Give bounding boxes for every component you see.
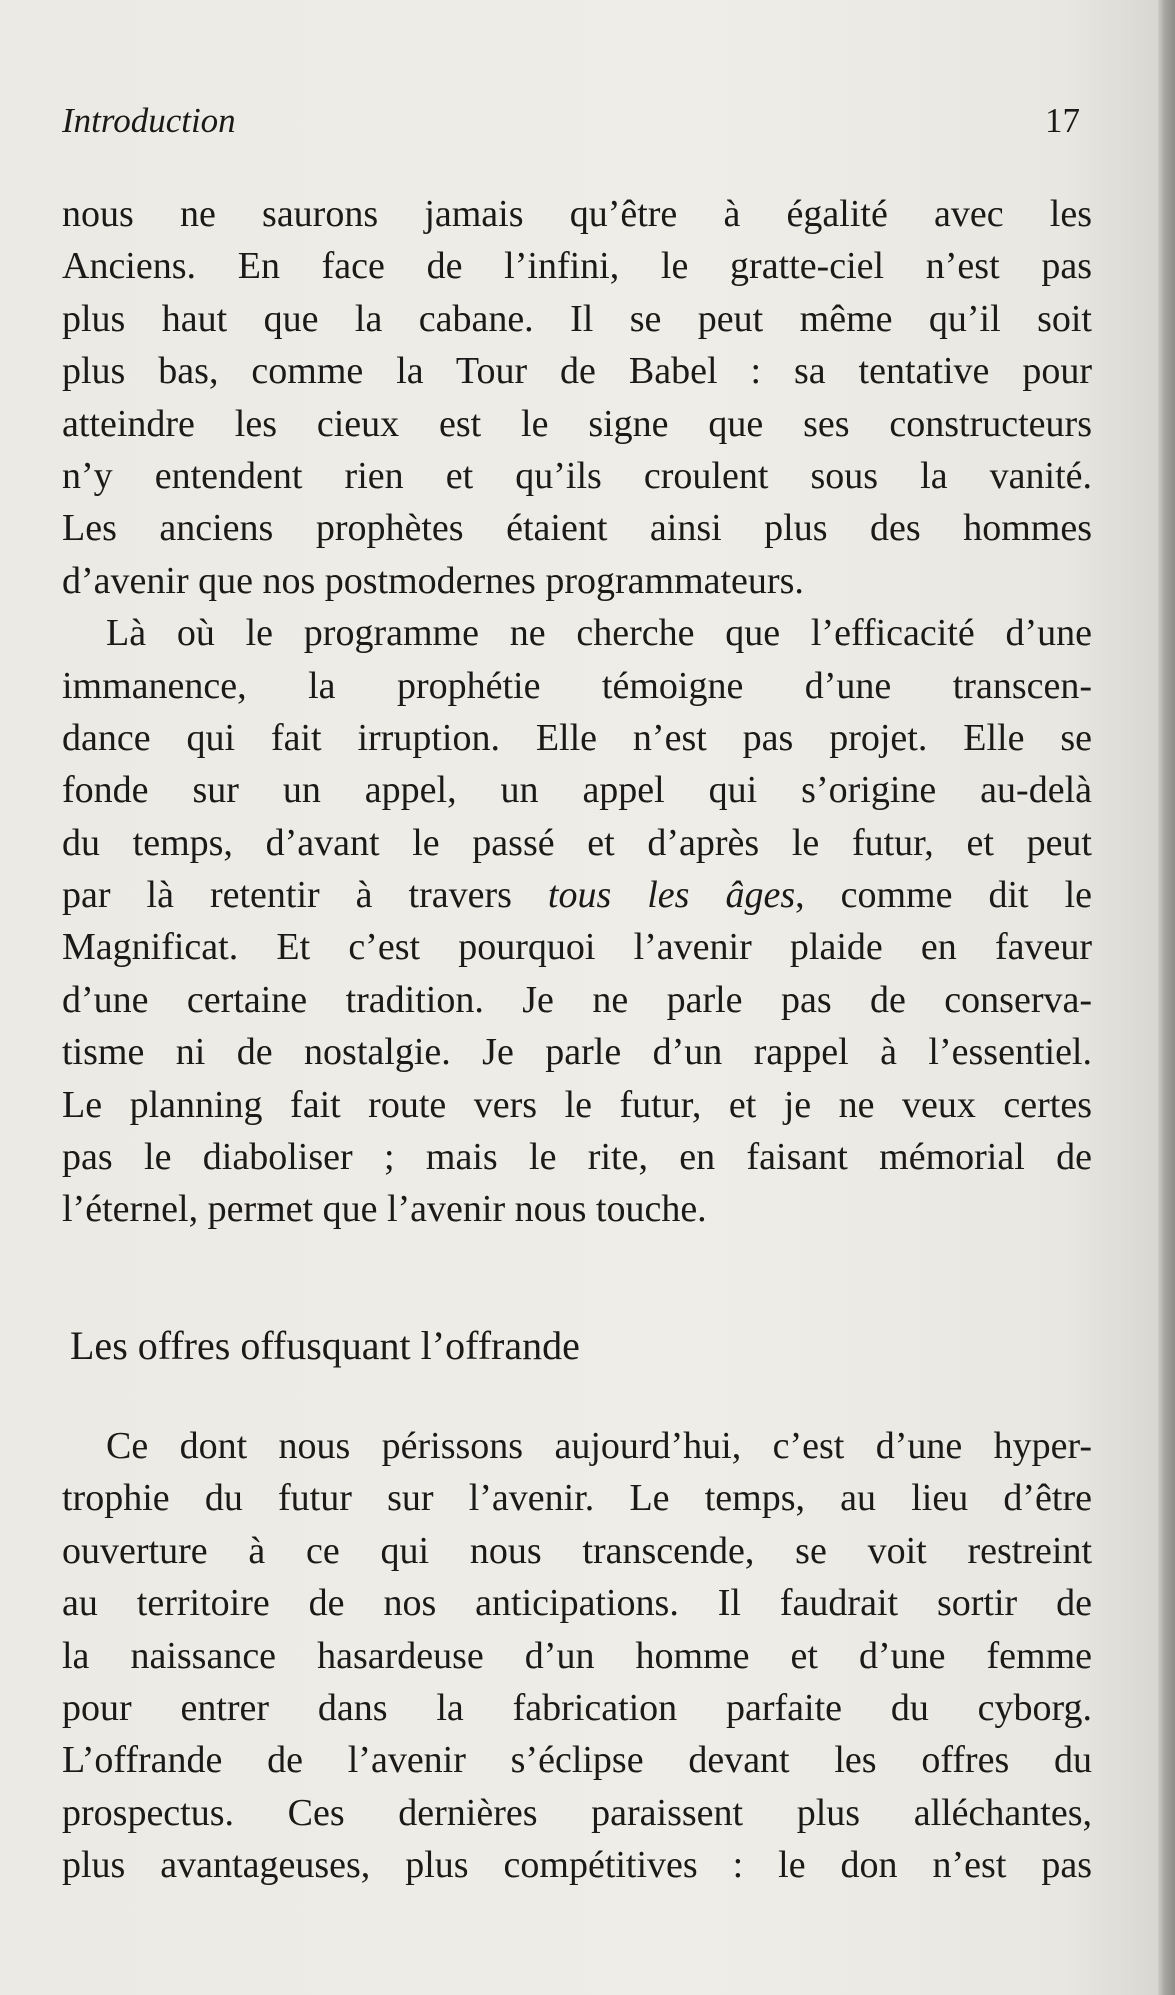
section-heading: Les offres offusquant l’offrande (70, 1323, 580, 1368)
text-line: tisme ni de nostalgie. Je parle d’un rappel à l’essentiel. (62, 1031, 1092, 1074)
text-line: Le planning fait route vers le futur, et je ne veux certes (62, 1083, 1092, 1126)
page-edge-shadow (1158, 0, 1175, 1995)
text-line: d’une certaine tradition. Je ne parle pas de conserva- (62, 978, 1092, 1021)
text-line-with-italic (62, 869, 1092, 921)
text-block-2 (62, 1420, 1092, 1892)
text-segment: , comme dit le (795, 874, 1093, 917)
text-line: dance qui fait irruption. Elle n’est pas projet. Elle se (62, 716, 1092, 759)
text-line: trophie du futur sur l’avenir. Le temps, au lieu d’être (62, 1477, 1092, 1520)
text-line: atteindre les cieux est le signe que ses constructeurs (62, 402, 1092, 445)
text-line: plus haut que la cabane. Il se peut même qu’il soit (62, 297, 1092, 340)
text-line: du temps, d’avant le passé et d’après le futur, et peut (62, 821, 1092, 864)
text-line: la naissance hasardeuse d’un homme et d’une femme (62, 1634, 1092, 1677)
paragraph-2 (62, 607, 1092, 1236)
text-line: Ce dont nous périssons aujourd’hui, c’est d’une hyper- (106, 1425, 1092, 1467)
text-line: Là où le programme ne cherche que l’efficacité d’une (106, 612, 1092, 655)
text-segment: par là retentir à travers (62, 874, 548, 917)
text-line: au territoire de nos anticipations. Il faudrait sortir de (62, 1582, 1092, 1625)
italic-phrase: tous les âges (547, 874, 796, 917)
text-line: nous ne saurons jamais qu’être à égalité avec les (62, 193, 1092, 235)
text-line: d’avenir que nos postmodernes programmateurs. (62, 559, 804, 602)
text-line: plus avantageuses, plus compétitives : le don n’est pas (62, 1844, 1092, 1887)
text-line: Anciens. En face de l’infini, le gratte-ciel n’est pas (62, 245, 1092, 288)
text-line: ouverture à ce qui nous transcende, se voit restreint (62, 1529, 1092, 1572)
text-line: prospectus. Ces dernières paraissent plus alléchantes, (62, 1791, 1092, 1834)
text-line: pas le diaboliser ; mais le rite, en faisant mémorial de (62, 1136, 1092, 1179)
text-line: Magnificat. Et c’est pourquoi l’avenir plaide en faveur (62, 926, 1092, 969)
text-line: l’éternel, permet que l’avenir nous touche. (62, 1188, 707, 1231)
page-number: 17 (1045, 101, 1080, 140)
text-line: Les anciens prophètes étaient ainsi plus des hommes (62, 507, 1092, 550)
running-title: Introduction (62, 101, 236, 140)
paragraph-1 (62, 188, 1092, 607)
text-line: n’y entendent rien et qu’ils croulent sous la vanité. (62, 454, 1092, 497)
text-line: plus bas, comme la Tour de Babel : sa tentative pour (62, 350, 1092, 393)
text-block-1 (62, 188, 1092, 1236)
text-line: pour entrer dans la fabrication parfaite du cyborg. (62, 1686, 1092, 1729)
running-head (62, 98, 1080, 144)
text-line: fonde sur un appel, un appel qui s’origine au-delà (62, 769, 1092, 812)
paragraph-3 (62, 1420, 1092, 1892)
text-line: L’offrande de l’avenir s’éclipse devant les offres du (62, 1739, 1092, 1782)
text-line: immanence, la prophétie témoigne d’une transcen- (62, 664, 1092, 707)
